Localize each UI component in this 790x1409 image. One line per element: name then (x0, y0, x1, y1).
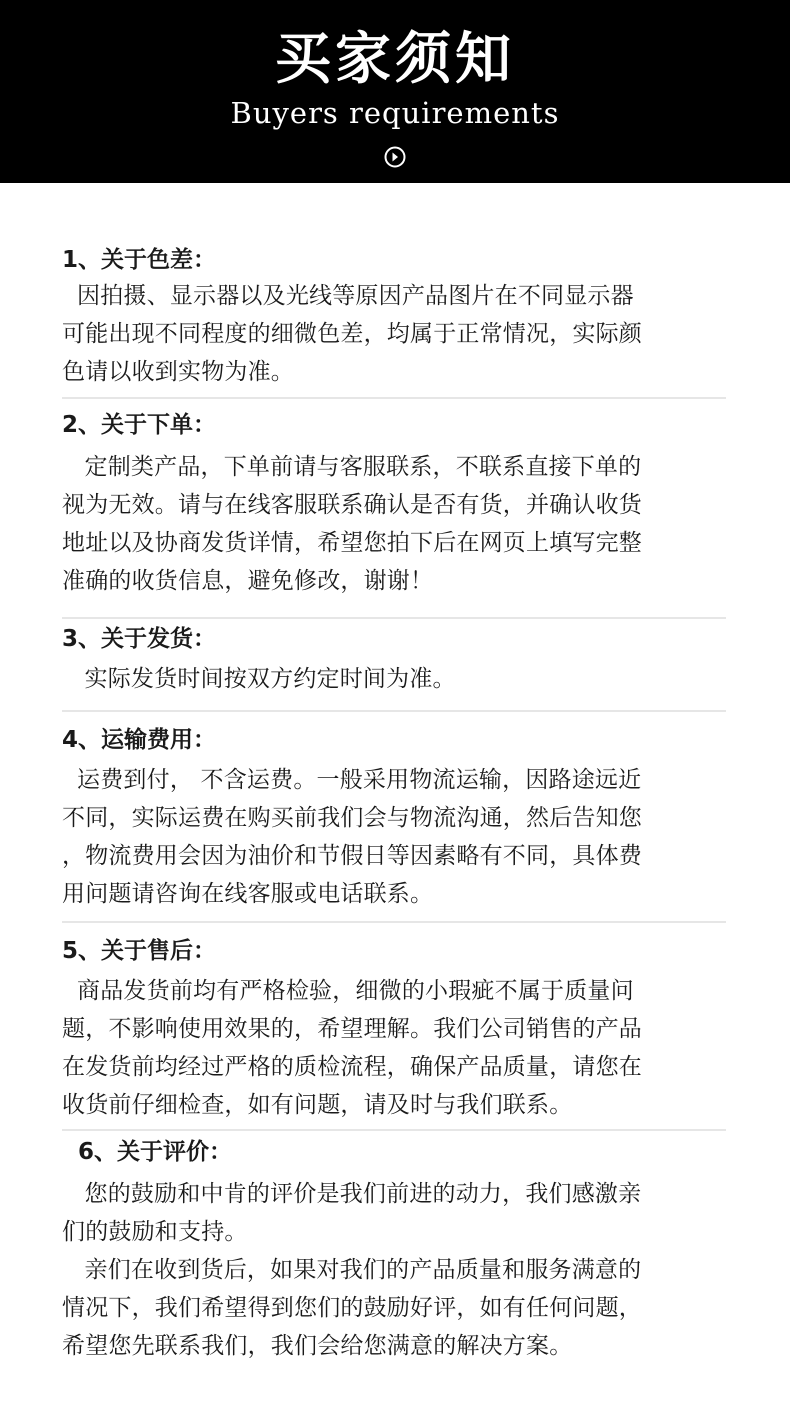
paragraph-line: 运费到付， 不含运费。一般采用物流运输，因路途远近 (62, 767, 642, 793)
section-divider (62, 710, 726, 712)
section-color-difference (62, 245, 726, 391)
paragraph-line: 在发货前均经过严格的质检流程，确保产品质量，请您在 (62, 1054, 642, 1080)
paragraph-line: 准确的收货信息，避免修改，谢谢！ (62, 568, 434, 594)
paragraph-line: 希望您先联系我们，我们会给您满意的解决方案。 (62, 1333, 573, 1359)
paragraph-line: 地址以及协商发货详情，希望您拍下后在网页上填写完整 (62, 530, 642, 556)
paragraph-line: ，物流费用会因为油价和节假日等因素略有不同，具体费 (62, 843, 642, 869)
section-divider (62, 397, 726, 399)
section-title: 4、运输费用： (62, 727, 217, 753)
paragraph-line: 因拍摄、显示器以及光线等原因产品图片在不同显示器 (62, 283, 634, 309)
section-title: 1、关于色差： (62, 247, 217, 273)
paragraph-line: 亲们在收到货后，如果对我们的产品质量和服务满意的 (62, 1257, 642, 1283)
paragraph-line: 商品发货前均有严格检验，细微的小瑕疵不属于质量问 (62, 978, 634, 1004)
paragraph-line: 收货前仔细检查，如有问题，请及时与我们联系。 (62, 1092, 573, 1118)
paragraph-line: 们的鼓励和支持。 (62, 1219, 248, 1245)
section-divider (62, 921, 726, 923)
section-divider (62, 1129, 726, 1131)
paragraph-line: 题，不影响使用效果的，希望理解。我们公司销售的产品 (62, 1016, 642, 1042)
section-shipping (62, 624, 726, 698)
section-freight (62, 725, 726, 913)
section-title: 6、关于评价： (62, 1139, 233, 1165)
header-banner (0, 0, 790, 183)
paragraph-line: 色请以收到实物为准。 (62, 359, 294, 385)
paragraph-line: 您的鼓励和中肯的评价是我们前进的动力，我们感激亲 (62, 1181, 642, 1207)
section-title: 5、关于售后： (62, 938, 217, 964)
section-title: 2、关于下单： (62, 412, 217, 438)
paragraph-line: 视为无效。请与在线客服联系确认是否有货，并确认收货 (62, 492, 642, 518)
paragraph-line: 情况下，我们希望得到您们的鼓励好评，如有任何问题， (62, 1295, 642, 1321)
paragraph-line: 可能出现不同程度的细微色差，均属于正常情况，实际颜 (62, 321, 642, 347)
section-divider (62, 617, 726, 619)
section-reviews (62, 1137, 726, 1365)
page-title: 买家须知 (275, 27, 515, 92)
chevron-right-circle-icon (384, 146, 406, 168)
paragraph-line: 不同，实际运费在购买前我们会与物流沟通，然后告知您 (62, 805, 642, 831)
section-title: 3、关于发货： (62, 626, 217, 652)
section-ordering (62, 410, 726, 600)
section-after-sales (62, 936, 726, 1124)
paragraph-line: 实际发货时间按双方约定时间为准。 (62, 666, 456, 692)
page-subtitle: Buyers requirements (230, 96, 560, 130)
paragraph-line: 定制类产品，下单前请与客服联系，不联系直接下单的 (62, 454, 642, 480)
paragraph-line: 用问题请咨询在线客服或电话联系。 (62, 881, 434, 907)
